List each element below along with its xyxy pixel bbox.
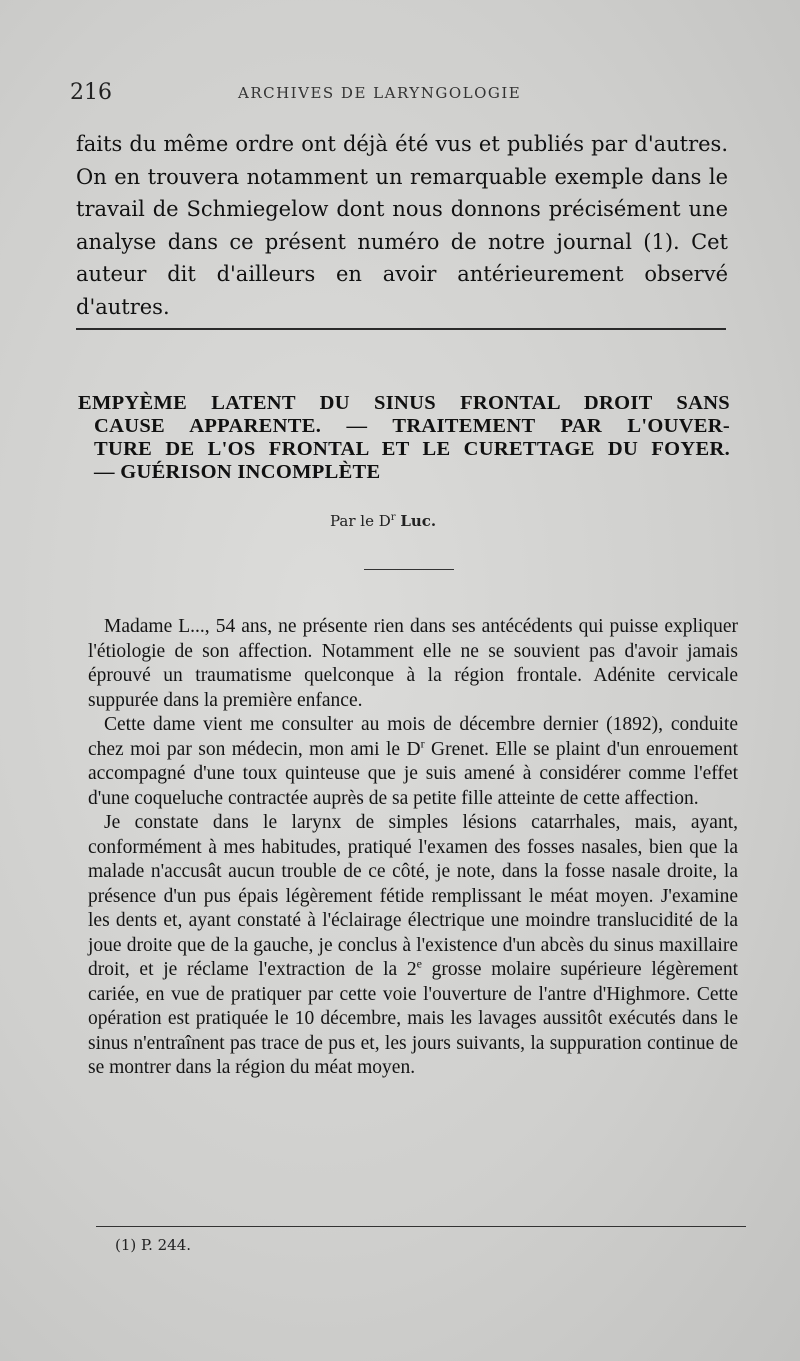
body-paragraph <box>88 713 738 811</box>
paragraph-text: Grenet. Elle se plaint d'un enrouement accompagné d'une toux quinteuse que je suis amené à considérer comme l'effet d'une coqueluche contractée auprès de sa petite fille atteinte de cette affection. <box>88 738 738 809</box>
running-head <box>70 80 730 110</box>
footnote: (1) P. 244. <box>115 1236 192 1254</box>
article-body <box>88 615 738 1081</box>
superscript: r <box>420 736 425 750</box>
paragraph-text: Cette dame vient me consulter au mois de décembre dernier (1892), conduite chez moi par son médecin, mon ami le D <box>88 714 738 760</box>
section-divider <box>76 328 726 330</box>
page-number: 216 <box>70 80 112 105</box>
byline-author: Luc. <box>400 512 437 530</box>
paragraph-text: Je constate dans le larynx de simples lésions catarrhales, mais, ayant, conformément à mes habitudes, pratiqué l'examen des fosses nasales, bien que la malade n'accusât aucun trouble de ce côté, je note, dans la fosse nasale droite, la présence d'un pus épais légèrement fétide remplissant le méat moyen. J'examine les dents et, ayant constaté à l'éclairage électrique une moindre translucidité de la joue droite que de la gauche, je conclus à l'existence d'un abcès du sinus maxillaire droit, et je réclame l'extraction de la 2 <box>88 812 738 980</box>
running-title: ARCHIVES DE LARYNGOLOGIE <box>238 84 522 102</box>
article-title <box>78 392 730 484</box>
article-title-line: EMPYÈME LATENT DU SINUS FRONTAL DROIT SANS <box>78 392 730 414</box>
paragraph-text: Madame L..., 54 ans, ne présente rien dans ses antécédents qui puisse expliquer l'étiologie de son affection. Notamment elle ne se souvient pas d'avoir jamais éprouvé un traumatisme quelconque à la région frontale. Adénite cervicale suppurée dans la première enfance. <box>88 616 738 711</box>
body-paragraph <box>88 615 738 713</box>
byline-prefix: Par le D <box>330 512 391 530</box>
article-title-line: — GUÉRISON INCOMPLÈTE <box>94 461 381 483</box>
footnote-divider <box>96 1226 746 1227</box>
byline-sup: r <box>390 512 396 523</box>
paragraph-text: grosse molaire supérieure légèrement cariée, en vue de pratiquer par cette voie l'ouverture de l'antre d'Highmore. Cette opération est pratiquée le 10 décembre, mais les lavages aussitôt exécutés dans le sinus n'entraînent pas trace de pus et, les jours suivants, la suppuration continue de se montrer dans la région du méat moyen. <box>88 959 738 1078</box>
article-title-line: TURE DE L'OS FRONTAL ET LE CURETTAGE DU FOYER. <box>94 438 730 460</box>
short-divider <box>364 569 454 570</box>
byline <box>330 512 436 530</box>
intro-paragraph: faits du même ordre ont déjà été vus et publiés par d'autres. On en trouvera notamment un remarquable exemple dans le travail de Schmiegelow dont nous donnons précisément une analyse dans ce présent numéro de notre journal (1). Cet auteur dit d'ailleurs en avoir antérieurement observé d'autres. <box>76 132 728 319</box>
article-title-line: CAUSE APPARENTE. — TRAITEMENT PAR L'OUVER- <box>94 415 730 437</box>
body-paragraph <box>88 811 738 1081</box>
superscript: e <box>416 956 422 971</box>
